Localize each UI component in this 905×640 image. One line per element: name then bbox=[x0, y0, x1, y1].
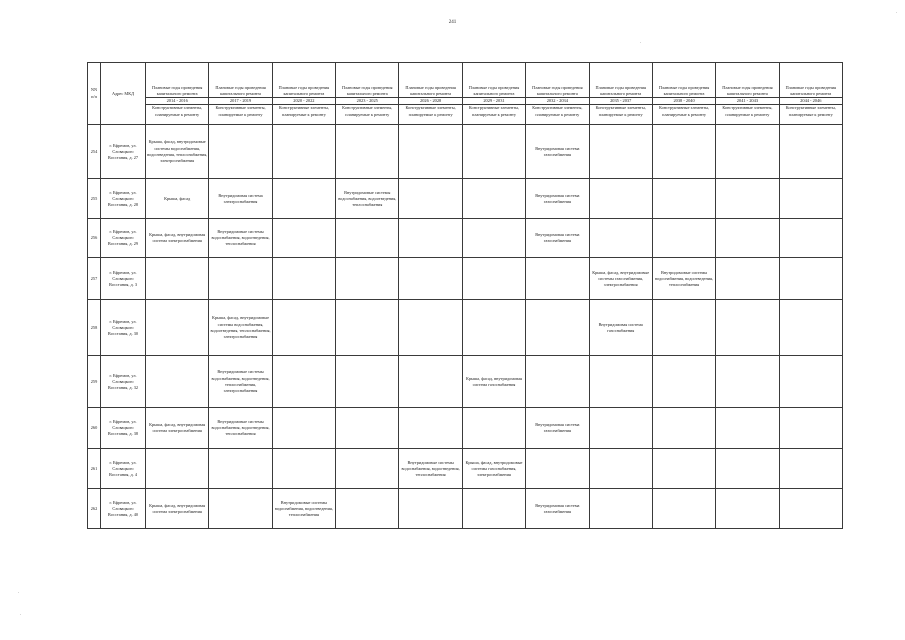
row-elements-cell bbox=[589, 356, 652, 408]
scan-speck: . bbox=[20, 612, 22, 617]
row-address: г. Ефремов, ул. Словацкого Восстания, д. 3 bbox=[101, 258, 146, 300]
header-period: 2017 - 2019 bbox=[209, 98, 272, 105]
row-elements-cell bbox=[716, 219, 779, 258]
header-years-label: Плановые годы проведения капитального ремонта bbox=[399, 63, 462, 98]
row-elements-cell bbox=[779, 356, 842, 408]
row-number: 259 bbox=[88, 356, 101, 408]
row-elements-cell bbox=[272, 408, 335, 449]
header-elements-label: Конструктивные элементы, планируемые к ремонту bbox=[336, 105, 399, 125]
row-elements-cell bbox=[399, 179, 462, 219]
row-elements-cell: Внутридомовые системы водоснабжения, водоотведения, теплоснабжения bbox=[652, 258, 715, 300]
row-elements-cell: Крыша, фасад, внутридомовая система газоснабжения bbox=[462, 356, 525, 408]
row-elements-cell: Крыша, фасад, внутридомовые системы водоснабжения, водоотведения, теплоснабжения, электроснабжения bbox=[146, 125, 209, 179]
row-elements-cell bbox=[336, 356, 399, 408]
row-elements-cell bbox=[272, 300, 335, 356]
row-elements-cell bbox=[272, 179, 335, 219]
row-elements-cell bbox=[272, 219, 335, 258]
row-elements-cell bbox=[779, 179, 842, 219]
row-elements-cell bbox=[462, 489, 525, 529]
row-elements-cell: Крыша, фасад, внутридомовая система электроснабжения bbox=[146, 489, 209, 529]
row-elements-cell bbox=[336, 449, 399, 489]
row-elements-cell bbox=[146, 300, 209, 356]
row-elements-cell bbox=[146, 356, 209, 408]
row-elements-cell bbox=[336, 258, 399, 300]
header-period: 2032 - 2034 bbox=[526, 98, 589, 105]
header-years-label: Плановые годы проведения капитального ремонта bbox=[272, 63, 335, 98]
row-elements-cell: Внутридомовые системы водоснабжения, водоотведения, теплоснабжения bbox=[272, 489, 335, 529]
row-address: г. Ефремов, ул. Словацкого Восстания, д. 38 bbox=[101, 408, 146, 449]
row-elements-cell bbox=[272, 449, 335, 489]
row-elements-cell bbox=[462, 179, 525, 219]
table-row bbox=[88, 179, 843, 219]
row-elements-cell bbox=[652, 219, 715, 258]
row-elements-cell: Внутридомовая система газоснабжения bbox=[526, 125, 589, 179]
row-elements-cell bbox=[589, 125, 652, 179]
row-elements-cell bbox=[526, 300, 589, 356]
row-address: г. Ефремов, ул. Словацкого Восстания, д. 4 bbox=[101, 449, 146, 489]
header-years-label: Плановые годы проведения капитального ремонта bbox=[652, 63, 715, 98]
header-period: 2035 - 2037 bbox=[589, 98, 652, 105]
row-elements-cell: Внутридомовая система газоснабжения bbox=[526, 219, 589, 258]
header-elements-label: Конструктивные элементы, планируемые к ремонту bbox=[209, 105, 272, 125]
row-number: 256 bbox=[88, 219, 101, 258]
row-elements-cell bbox=[399, 125, 462, 179]
row-elements-cell bbox=[272, 125, 335, 179]
row-number: 261 bbox=[88, 449, 101, 489]
header-years-label: Плановые годы проведения капитального ремонта bbox=[209, 63, 272, 98]
repair-schedule-table bbox=[87, 62, 843, 529]
row-elements-cell bbox=[336, 125, 399, 179]
header-elements-label: Конструктивные элементы, планируемые к ремонту bbox=[779, 105, 842, 125]
header-years-label: Плановые годы проведения капитального ремонта bbox=[462, 63, 525, 98]
header-elements-label: Конструктивные элементы, планируемые к ремонту bbox=[526, 105, 589, 125]
scan-speck: . bbox=[896, 10, 898, 15]
row-elements-cell bbox=[652, 449, 715, 489]
header-period: 2029 - 2031 bbox=[462, 98, 525, 105]
header-years-label: Плановые годы проведения капитального ремонта bbox=[146, 63, 209, 98]
row-elements-cell bbox=[462, 125, 525, 179]
row-elements-cell bbox=[779, 258, 842, 300]
row-elements-cell: Внутридомовая система газоснабжения bbox=[526, 179, 589, 219]
row-elements-cell bbox=[399, 300, 462, 356]
header-period: 2044 - 2046 bbox=[779, 98, 842, 105]
row-elements-cell: Внутридомовые системы водоснабжения, водоотведения, теплоснабжения bbox=[336, 179, 399, 219]
row-elements-cell bbox=[652, 356, 715, 408]
header-elements-label: Конструктивные элементы, планируемые к ремонту bbox=[272, 105, 335, 125]
row-elements-cell bbox=[272, 258, 335, 300]
row-elements-cell bbox=[526, 356, 589, 408]
row-address: г. Ефремов, ул. Словацкого Восстания, д. 40 bbox=[101, 489, 146, 529]
row-elements-cell: Внутридомовая система газоснабжения bbox=[526, 408, 589, 449]
header-elements-label: Конструктивные элементы, планируемые к ремонту bbox=[399, 105, 462, 125]
row-elements-cell: Внутридомовая система электроснабжения bbox=[209, 179, 272, 219]
row-elements-cell bbox=[716, 125, 779, 179]
row-address: г. Ефремов, ул. Словацкого Восстания, д. 30 bbox=[101, 300, 146, 356]
header-elements-label: Конструктивные элементы, планируемые к ремонту bbox=[716, 105, 779, 125]
row-elements-cell bbox=[336, 489, 399, 529]
header-years-label: Плановые годы проведения капитального ремонта bbox=[589, 63, 652, 98]
row-elements-cell bbox=[589, 179, 652, 219]
row-elements-cell: Внутридомовые системы водоснабжения, водоотведения, теплоснабжения bbox=[209, 219, 272, 258]
row-elements-cell bbox=[716, 258, 779, 300]
table-row bbox=[88, 300, 843, 356]
row-elements-cell bbox=[526, 258, 589, 300]
header-years-label: Плановые годы проведения капитального ремонта bbox=[526, 63, 589, 98]
row-number: 255 bbox=[88, 179, 101, 219]
row-elements-cell bbox=[779, 449, 842, 489]
row-elements-cell bbox=[716, 356, 779, 408]
table-row bbox=[88, 125, 843, 179]
row-elements-cell bbox=[399, 408, 462, 449]
row-elements-cell bbox=[336, 300, 399, 356]
row-elements-cell: Крыша, фасад bbox=[146, 179, 209, 219]
row-elements-cell bbox=[589, 489, 652, 529]
row-address: г. Ефремов, ул. Словацкого Восстания, д. 32 bbox=[101, 356, 146, 408]
row-elements-cell bbox=[779, 408, 842, 449]
row-address: г. Ефремов, ул. Словацкого Восстания, д. 27 bbox=[101, 125, 146, 179]
header-years-label: Плановые годы проведения капитального ремонта bbox=[716, 63, 779, 98]
row-elements-cell bbox=[336, 408, 399, 449]
row-elements-cell bbox=[779, 125, 842, 179]
row-elements-cell bbox=[716, 300, 779, 356]
header-elements-label: Конструктивные элементы, планируемые к ремонту bbox=[462, 105, 525, 125]
row-elements-cell bbox=[652, 179, 715, 219]
row-elements-cell bbox=[462, 258, 525, 300]
table-row bbox=[88, 219, 843, 258]
row-elements-cell bbox=[716, 489, 779, 529]
header-address: Адрес МКД bbox=[101, 63, 146, 125]
row-elements-cell bbox=[652, 300, 715, 356]
row-elements-cell: Крыша, фасад, внутридомовые системы газоснабжения, электроснабжения bbox=[462, 449, 525, 489]
table-row bbox=[88, 408, 843, 449]
scan-speck: . bbox=[18, 590, 20, 595]
header-period: 2026 - 2028 bbox=[399, 98, 462, 105]
row-number: 260 bbox=[88, 408, 101, 449]
row-elements-cell bbox=[526, 449, 589, 489]
row-elements-cell bbox=[652, 408, 715, 449]
row-address: г. Ефремов, ул. Словацкого Восстания, д. 29 bbox=[101, 219, 146, 258]
row-elements-cell: Внутридомовая система газоснабжения bbox=[526, 489, 589, 529]
row-elements-cell bbox=[589, 219, 652, 258]
row-elements-cell bbox=[146, 258, 209, 300]
header-period: 2038 - 2040 bbox=[652, 98, 715, 105]
row-elements-cell bbox=[209, 489, 272, 529]
page-number: 241 bbox=[448, 20, 457, 25]
row-elements-cell bbox=[716, 449, 779, 489]
row-elements-cell bbox=[399, 258, 462, 300]
row-number: 262 bbox=[88, 489, 101, 529]
row-elements-cell bbox=[399, 356, 462, 408]
row-elements-cell bbox=[652, 489, 715, 529]
header-elements-label: Конструктивные элементы, планируемые к ремонту bbox=[146, 105, 209, 125]
row-elements-cell bbox=[589, 408, 652, 449]
row-elements-cell bbox=[779, 300, 842, 356]
row-elements-cell bbox=[272, 356, 335, 408]
row-elements-cell bbox=[336, 219, 399, 258]
header-nn: NN п/п bbox=[88, 63, 101, 125]
header-years-label: Плановые годы проведения капитального ремонта bbox=[336, 63, 399, 98]
row-elements-cell: Внутридомовые системы водоснабжения, водоотведения, теплоснабжения, электроснабжения bbox=[209, 356, 272, 408]
row-elements-cell: Крыша, фасад, внутридомовые системы водоснабжения, водоотведения, теплоснабжения, электроснабжения bbox=[209, 300, 272, 356]
table-row bbox=[88, 449, 843, 489]
row-elements-cell bbox=[716, 179, 779, 219]
row-elements-cell bbox=[652, 125, 715, 179]
row-elements-cell bbox=[209, 125, 272, 179]
header-period: 2041 - 2043 bbox=[716, 98, 779, 105]
row-number: 258 bbox=[88, 300, 101, 356]
row-address: г. Ефремов, ул. Словацкого Восстания, д. 28 bbox=[101, 179, 146, 219]
table-row bbox=[88, 489, 843, 529]
table-row bbox=[88, 356, 843, 408]
table-row bbox=[88, 258, 843, 300]
row-elements-cell bbox=[462, 408, 525, 449]
row-number: 254 bbox=[88, 125, 101, 179]
row-number: 257 bbox=[88, 258, 101, 300]
row-elements-cell bbox=[462, 300, 525, 356]
row-elements-cell bbox=[779, 489, 842, 529]
row-elements-cell bbox=[589, 449, 652, 489]
header-period: 2020 - 2022 bbox=[272, 98, 335, 105]
header-period: 2014 - 2016 bbox=[146, 98, 209, 105]
row-elements-cell: Внутридомовые системы водоснабжения, водоотведения, теплоснабжения bbox=[399, 449, 462, 489]
row-elements-cell bbox=[146, 449, 209, 489]
row-elements-cell bbox=[209, 258, 272, 300]
row-elements-cell bbox=[399, 489, 462, 529]
scan-speck: . bbox=[640, 40, 642, 45]
row-elements-cell bbox=[399, 219, 462, 258]
row-elements-cell bbox=[716, 408, 779, 449]
row-elements-cell: Крыша, фасад, внутридомовая система электроснабжения bbox=[146, 219, 209, 258]
row-elements-cell: Крыша, фасад, внутридомовая система электроснабжения bbox=[146, 408, 209, 449]
row-elements-cell bbox=[209, 449, 272, 489]
header-elements-label: Конструктивные элементы, планируемые к ремонту bbox=[589, 105, 652, 125]
header-period: 2023 - 2025 bbox=[336, 98, 399, 105]
header-years-label: Плановые годы проведения капитального ремонта bbox=[779, 63, 842, 98]
row-elements-cell bbox=[462, 219, 525, 258]
row-elements-cell: Крыша, фасад, внутридомовые системы газоснабжения, электроснабжения bbox=[589, 258, 652, 300]
row-elements-cell: Внутридомовая система газоснабжения bbox=[589, 300, 652, 356]
row-elements-cell: Внутридомовые системы водоснабжения, водоотведения, теплоснабжения bbox=[209, 408, 272, 449]
row-elements-cell bbox=[779, 219, 842, 258]
header-elements-label: Конструктивные элементы, планируемые к ремонту bbox=[652, 105, 715, 125]
